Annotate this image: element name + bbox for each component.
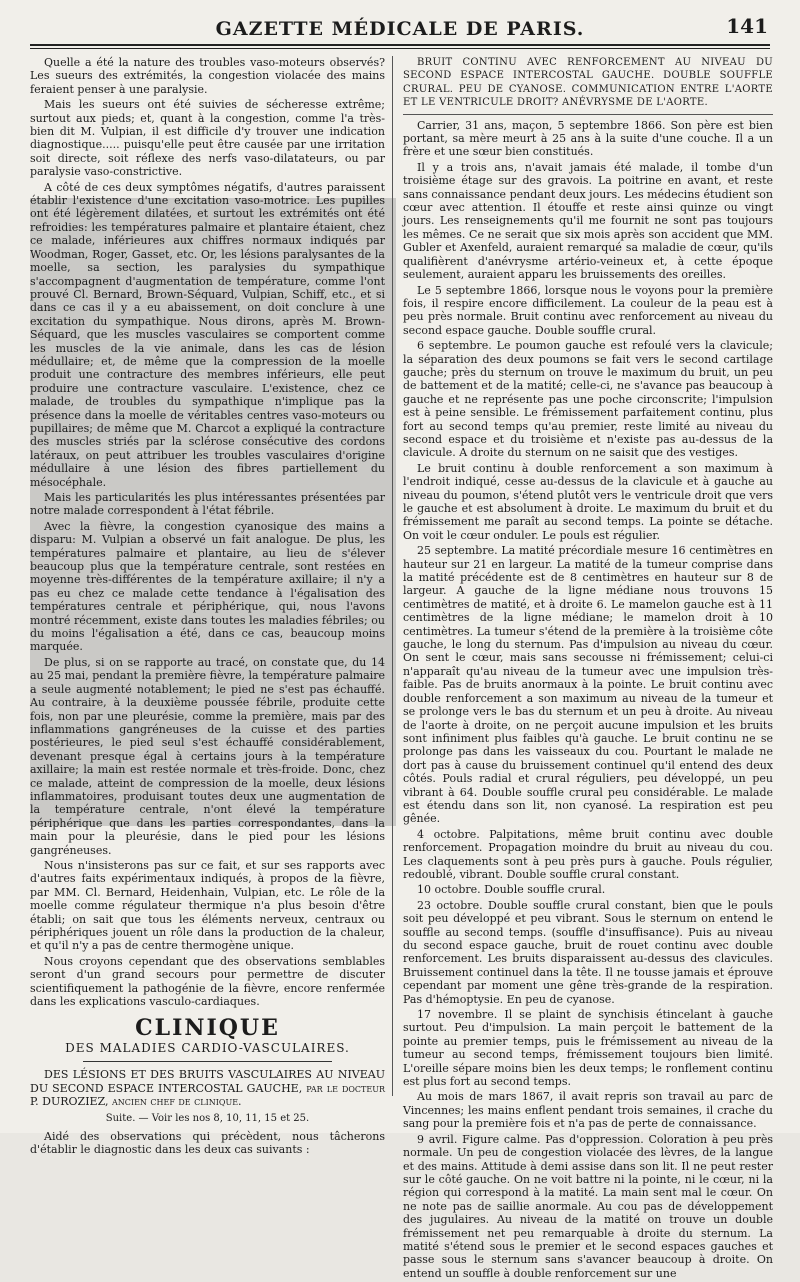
paragraph: Carrier, 31 ans, maçon, 5 septembre 1866. Son père est bien portant, sa mère meurt à 25 ans à la suite d'une couche. Il a un frère et une sœur bien constitués. [403,118,773,159]
header-rule [30,44,770,46]
page-number: 141 [726,14,768,38]
left-column [30,56,385,1159]
paragraph: Le bruit continu à double renforcement a son maximum à l'endroit indiqué, cesse au-dessus de la clavicule et à gauche au niveau du poumon, s'étend plutôt vers le ventricule droit que vers le gauche et est absolument à droite. Le maximum du bruit et du frémissement me paraît au second temps. La pointe se détache. On voit le cœur onduler. Le pouls est régulier. [403,461,773,542]
paragraph: Aidé des observations qui précèdent, nous tâcherons d'établir le diagnostic dans les deux cas suivants : [30,1129,385,1157]
journal-title: GAZETTE MÉDICALE DE PARIS. [215,18,585,40]
paragraph: A côté de ces deux symptômes négatifs, d'autres paraissent établir l'existence d'une excitation vaso-motrice. Les pupilles ont été légèrement dilatées, et surtout les extrémités ont été refroidies: les températures palmaire et plantaire étaient, chez ce malade, inférieures aux chiffres normaux indiqués par Woodman, Roger, Gasset, etc. Or, les lésions paralysantes de la moelle, sa section, les paralysies du sympathique s'accompagnent d'augmentation de température, comme l'ont prouvé Cl. Bernard, Brown-Séquard, Vulpian, Schiff, etc., et si dans ce cas il y a eu abaissement, on doit conclure à une excitation du sympathique. Nous dirons, après M. Brown-Séquard, que les muscles vasculaires se comportent comme les muscles de la vie animale, dans les cas de lésion médullaire; et, de même que la compression de la moelle produit une contracture des membres inférieurs, elle peut produire une contracture vasculaire. L'existence, chez ce malade, de troubles du sympathique n'implique pas la présence dans la moelle de véritables centres vaso-moteurs ou pupillaires; de même que M. Charcot a expliqué la contracture des muscles striés par la sclérose consécutive des cordons latéraux, on peut attribuer les troubles vasculaires d'origine médullaire à une lésion des fibres partiellement du mésocéphale. [30,180,385,489]
section-title-block [30,1015,385,1062]
column-divider [392,56,393,1096]
suite-note: Suite. — Voir les nos 8, 10, 11, 15 et 25. [105,1113,310,1125]
case-heading: BRUIT CONTINU AVEC RENFORCEMENT AU NIVEAU DU SECOND ESPACE INTERCOSTAL GAUCHE. DOUBLE SOUFFLE CRURAL. PEU DE CYANOSE. COMMUNICATION ENTRE L'AORTE ET LE VENTRICULE DROIT? ANÉVRYSME DE L'AORTE. [403,57,773,109]
paragraph: Il y a trois ans, n'avait jamais été malade, il tombe d'un troisième étage sur des gravois. La poitrine en avant, et reste sans connaissance pendant deux jours. Les médecins étudient son cœur avec attention. Il étouffe et reste ainsi quinze ou vingt jours. Les renseignements qu'il me fournit ne sont pas toujours les mêmes. Ce ne serait que six mois après son accident que MM. Gubler et Axenfeld, auraient remarqué sa maladie de cœur, qu'ils qualifièrent d'anévrysme artério-veineux et, à cette époque seulement, auraient apparu les bruissements des oreilles. [403,160,773,282]
paragraph: Mais les sueurs ont été suivies de sécheresse extrême; surtout aux pieds; et, quant à la congestion, comme l'a très-bien dit M. Vulpian, il est difficile d'y trouver une indication diagnostique..... puisqu'elle peut être causée par une irritation soit directe, soit réflexe des nerfs vaso-dilatateurs, ou par paralysie vaso-constrictive. [30,98,385,179]
paragraph: Le 5 septembre 1866, lorsque nous le voyons pour la première fois, il respire encore difficilement. La couleur de la peau est à peu près normale. Bruit continu avec renforcement au niveau du second espace gauche. Double souffle crural. [403,283,773,337]
paragraph: Nous n'insisterons pas sur ce fait, et sur ses rapports avec d'autres faits expérimentaux indiqués, à propos de la fièvre, par MM. Cl. Bernard, Heidenhain, Vulpian, etc. Le rôle de la moelle comme régulateur thermique n'a plus besoin d'être établi; on sait que tous les éléments nerveux, centraux ou périphériques jouent un rôle dans la production de la chaleur, et qu'il n'y a pas de centre thermogène unique. [30,858,385,953]
paragraph: 25 septembre. La matité précordiale mesure 16 centimètres en hauteur sur 21 en largeur. La matité de la tumeur comprise dans la matité précédente est de 8 centimètres en hauteur sur 8 de largeur. A gauche de la ligne médiane nous trouvons 15 centimètres de matité, et à droite 6. Le mamelon gauche est à 11 centimètres de la ligne médiane; le mamelon droit à 10 centimètres. La tumeur s'étend de la première à la troisième côte gauche, le long du sternum. Pas d'impulsion au niveau du cœur. On sent le cœur, mais sans secousse ni frémissement; celui-ci n'apparaît qu'au niveau de la tumeur avec une impulsion très-faible. Pas de bruits anormaux à la pointe. Le bruit continu avec double renforcement a son maximum au niveau de la tumeur et se prolonge vers le bas du sternum et un peu à droite. Au niveau de l'aorte à droite, on ne perçoit aucune impulsion et les bruits sont infiniment plus faibles qu'à gauche. Le bruit continu ne se prolonge pas dans les vaisseaux du cou. Pourtant le malade ne dort pas à cause du bruissement continuel qu'il entend des deux côtés. Pouls radial et crural réguliers, peu développé, un peu vibrant à 64. Double souffle crural peu considérable. Le malade est étendu dans son lit, non cyanosé. La respiration est peu gênée. [403,544,773,826]
section-rule [83,1061,332,1062]
right-column [403,56,773,1282]
paragraph: 6 septembre. Le poumon gauche est refoulé vers la clavicule; la séparation des deux poumons se fait vers le second cartilage gauche; près du sternum on trouve le maximum du bruit, un peu de battement et de la matité; celle-ci, ne s'avance pas beaucoup à gauche et ne représente pas une poche circonscrite; l'impulsion est à peine sensible. Le frémissement parfaitement continu, plus fort au second temps qu'au premier, reste limité au niveau du second espace et du troisième et n'existe pas au-dessus de la clavicule. A droite du sternum on ne saisit que des vestiges. [403,339,773,460]
paragraph: Au mois de mars 1867, il avait repris son travail au parc de Vincennes; les mains enflent pendant trois semaines, il crache du sang pour la première fois et n'a pas de perte de connaissance. [403,1090,773,1131]
paragraph: 17 novembre. Il se plaint de synchisis étincelant à gauche surtout. Peu d'impulsion. La main perçoit le battement de la pointe au premier temps, puis le frémissement au niveau de la tumeur au second temps, frémissement toujours bien limité. L'oreille sépare moins bien les deux temps; le ronflement continu est plus fort au second temps. [403,1008,773,1089]
paragraph: Nous croyons cependant que des observations semblables seront d'un grand secours pour permettre de discuter scientifiquement la pathogénie de la fièvre, encore renfermée dans les explications vasculo-cardiaques. [30,954,385,1009]
paragraph: Quelle a été la nature des troubles vaso-moteurs observés? Les sueurs des extrémités, la congestion violacée des mains feraient penser à une paralysie. [30,56,385,96]
article-lead: DES LÉSIONS ET DES BRUITS VASCULAIRES AU NIVEAU DU SECOND ESPACE INTERCOSTAL GAUCHE, par le docteur P. DUROZIEZ, ancien chef de clinique. [30,1068,385,1109]
paragraph: Avec la fièvre, la congestion cyanosique des mains a disparu: M. Vulpian a observé un fait analogue. De plus, les températures palmaire et plantaire, au lieu de s'élever beaucoup plus que la température centrale, sont restées en moyenne très-différentes de la température axillaire; il n'y a pas eu chez ce malade cette tendance à l'égalisation des températures centrale et périphérique, qui, nous l'avons montré récemment, existe dans toutes les maladies fébriles; ou du moins l'égalisation a été, dans ce cas, beaucoup moins marquée. [30,519,385,654]
paragraph: 9 avril. Figure calme. Pas d'oppression. Coloration à peu près normale. Un peu de congestion violacée des lèvres, de la langue et des mains. Attitude à demi assise dans son lit. Il ne peut rester sur le côté gauche. On ne voit battre ni la pointe, ni le cœur, ni la région qui correspond à la matité. La main sent mal le cœur. On ne note pas de saillie anormale. Au cou pas de développement des jugulaires. Au niveau de la matité on trouve un double frémissement net peu remarquable à droite du sternum. La matité s'étend sous le premier et le second espaces gauches et passe sous le sternum sans s'avancer beaucoup à droite. On entend un souffle à double renforcement sur une [403,1132,773,1280]
page-header [30,14,770,44]
paragraph: De plus, si on se rapporte au tracé, on constate que, du 14 au 25 mai, pendant la première fièvre, la température palmaire a seule augmenté notablement; le pied ne s'est pas échauffé. Au contraire, à la deuxième poussée fébrile, produite cette fois, non par une pleurésie, comme la première, mais par des inflammations gangréneuses de la cuisse et des parties postérieures, le pied seul s'est échauffé considérablement, devenant presque égal à certains jours à la température axillaire; la main est restée normale et très-froide. Donc, chez ce malade, atteint de compression de la moelle, deux lésions inflammatoires, produisant toutes deux une augmentation de la température centrale, n'ont élevé la température périphérique que dans les parties correspondantes, dans la main pour la pleurésie, dans le pied pour les lésions gangréneuses. [30,655,385,857]
section-subtitle: DES MALADIES CARDIO-VASCULAIRES. [65,1040,350,1055]
paragraph: Mais les particularités les plus intéressantes présentées par notre malade correspondent à l'état fébrile. [30,491,385,518]
section-title: CLINIQUE [135,1015,280,1042]
paragraph: 10 octobre. Double souffle crural. [417,883,606,897]
paragraph: 23 octobre. Double souffle crural constant, bien que le pouls soit peu développé et peu vibrant. Sous le sternum on entend le souffle au second temps. (souffle d'insuffisance). Puis au niveau du second espace gauche, bruit de rouet continu avec double renforcement. Les bruits disparaissent au-dessus des clavicules. Bruissement continuel dans la tête. Il ne tousse jamais et éprouve cependant par moment une gêne très-grande de la respiration. Pas d'hémoptysie. En peu de cyanose. [403,898,773,1006]
header-rule-thin [30,48,770,49]
paragraph: 4 octobre. Palpitations, même bruit continu avec double renforcement. Propagation moindre du bruit au niveau du cou. Les claquements sont à peu près purs à gauche. Pouls régulier, redoublé, vibrant. Double souffle crural constant. [403,827,773,881]
heading-rule [403,114,773,115]
